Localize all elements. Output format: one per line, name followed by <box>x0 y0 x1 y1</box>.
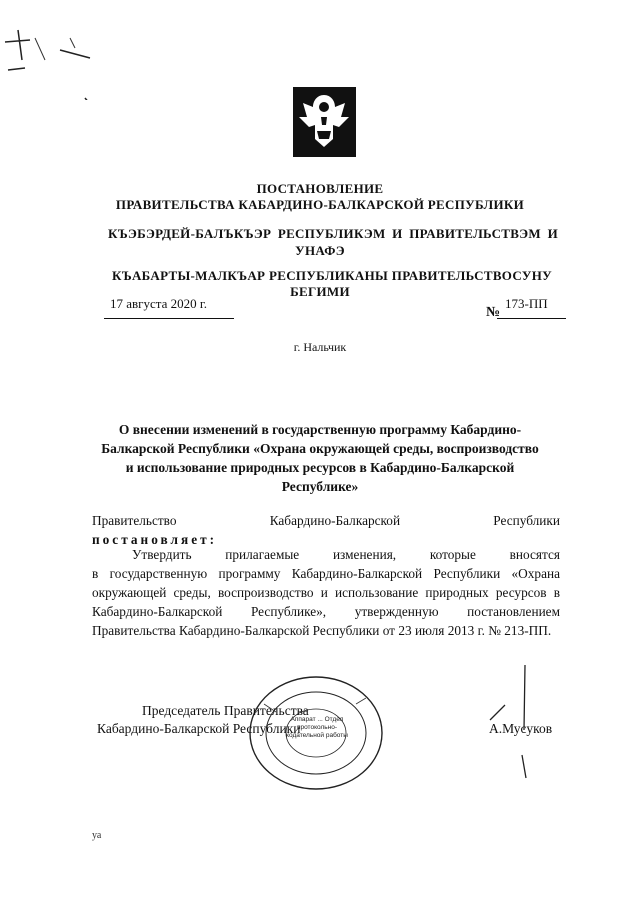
government-name-kab-2: УНАФЭ <box>295 243 345 258</box>
footer-mark: уа <box>92 830 102 841</box>
government-name-kab-1: КЪЭБЭРДЕЙ-БАЛЪКЪЭР РЕСПУБЛИКЭМ И ПРАВИТЕЛЬСТВЭМ И <box>108 226 558 241</box>
body-paragraph-1: Правительство Кабардино-Балкарской Республики <box>92 513 560 528</box>
number-sign: № <box>486 305 501 320</box>
document-number: 173-ПП <box>505 296 548 311</box>
document-date: 17 августа 2020 г. <box>110 296 207 311</box>
scan-artifact-marks <box>0 20 110 100</box>
body-decree-word: постановляет: <box>92 532 218 547</box>
body-paragraph-2 <box>92 545 560 640</box>
document-title: О внесении изменений в государственную программу Кабардино-Балкарской Республики «Охрана окружающей среды, воспроизводство и использование природных ресурсов в Кабардино-Балкарской Республике» <box>101 422 539 494</box>
government-name-ru: ПРАВИТЕЛЬСТВА КАБАРДИНО-БАЛКАРСКОЙ РЕСПУБЛИКИ <box>115 197 525 212</box>
coat-of-arms-emblem <box>293 87 356 157</box>
number-underline <box>497 318 566 319</box>
doc-type-heading: ПОСТАНОВЛЕНИЕ <box>256 181 384 196</box>
government-name-bal-2: БЕГИМИ <box>290 284 350 299</box>
city: г. Нальчик <box>293 340 347 354</box>
handwritten-signature <box>470 660 540 780</box>
government-name-bal-1: КЪАБАРТЫ-МАЛКЪАР РЕСПУБЛИКАНЫ ПРАВИТЕЛЬСТВОСУНУ <box>112 268 552 283</box>
body-paragraph-2-rest: в государственную программу Кабардино-Балкарской Республики «Охрана окружающей среды, воспроизводство и использование природных ресурсов в Кабардино-Балкарской Республике», утвержденную постановлением Правительства Кабардино-Балкарской Республики от 23 июля 2013 г. № 213-ПП. <box>92 566 560 638</box>
body-paragraph-2-first-line: Утвердить прилагаемые изменения, которые вносятся <box>132 547 560 562</box>
date-underline <box>104 318 234 319</box>
signatory-position-line-2: Кабардино-Балкарской Республики <box>97 721 301 736</box>
stamp-center-text: Аппарат ... Отдел протокольно-кодательной работы <box>286 716 348 739</box>
signatory-name: А.Мусуков <box>489 721 553 736</box>
signatory-position-line-1: Председатель Правительства <box>142 703 309 718</box>
